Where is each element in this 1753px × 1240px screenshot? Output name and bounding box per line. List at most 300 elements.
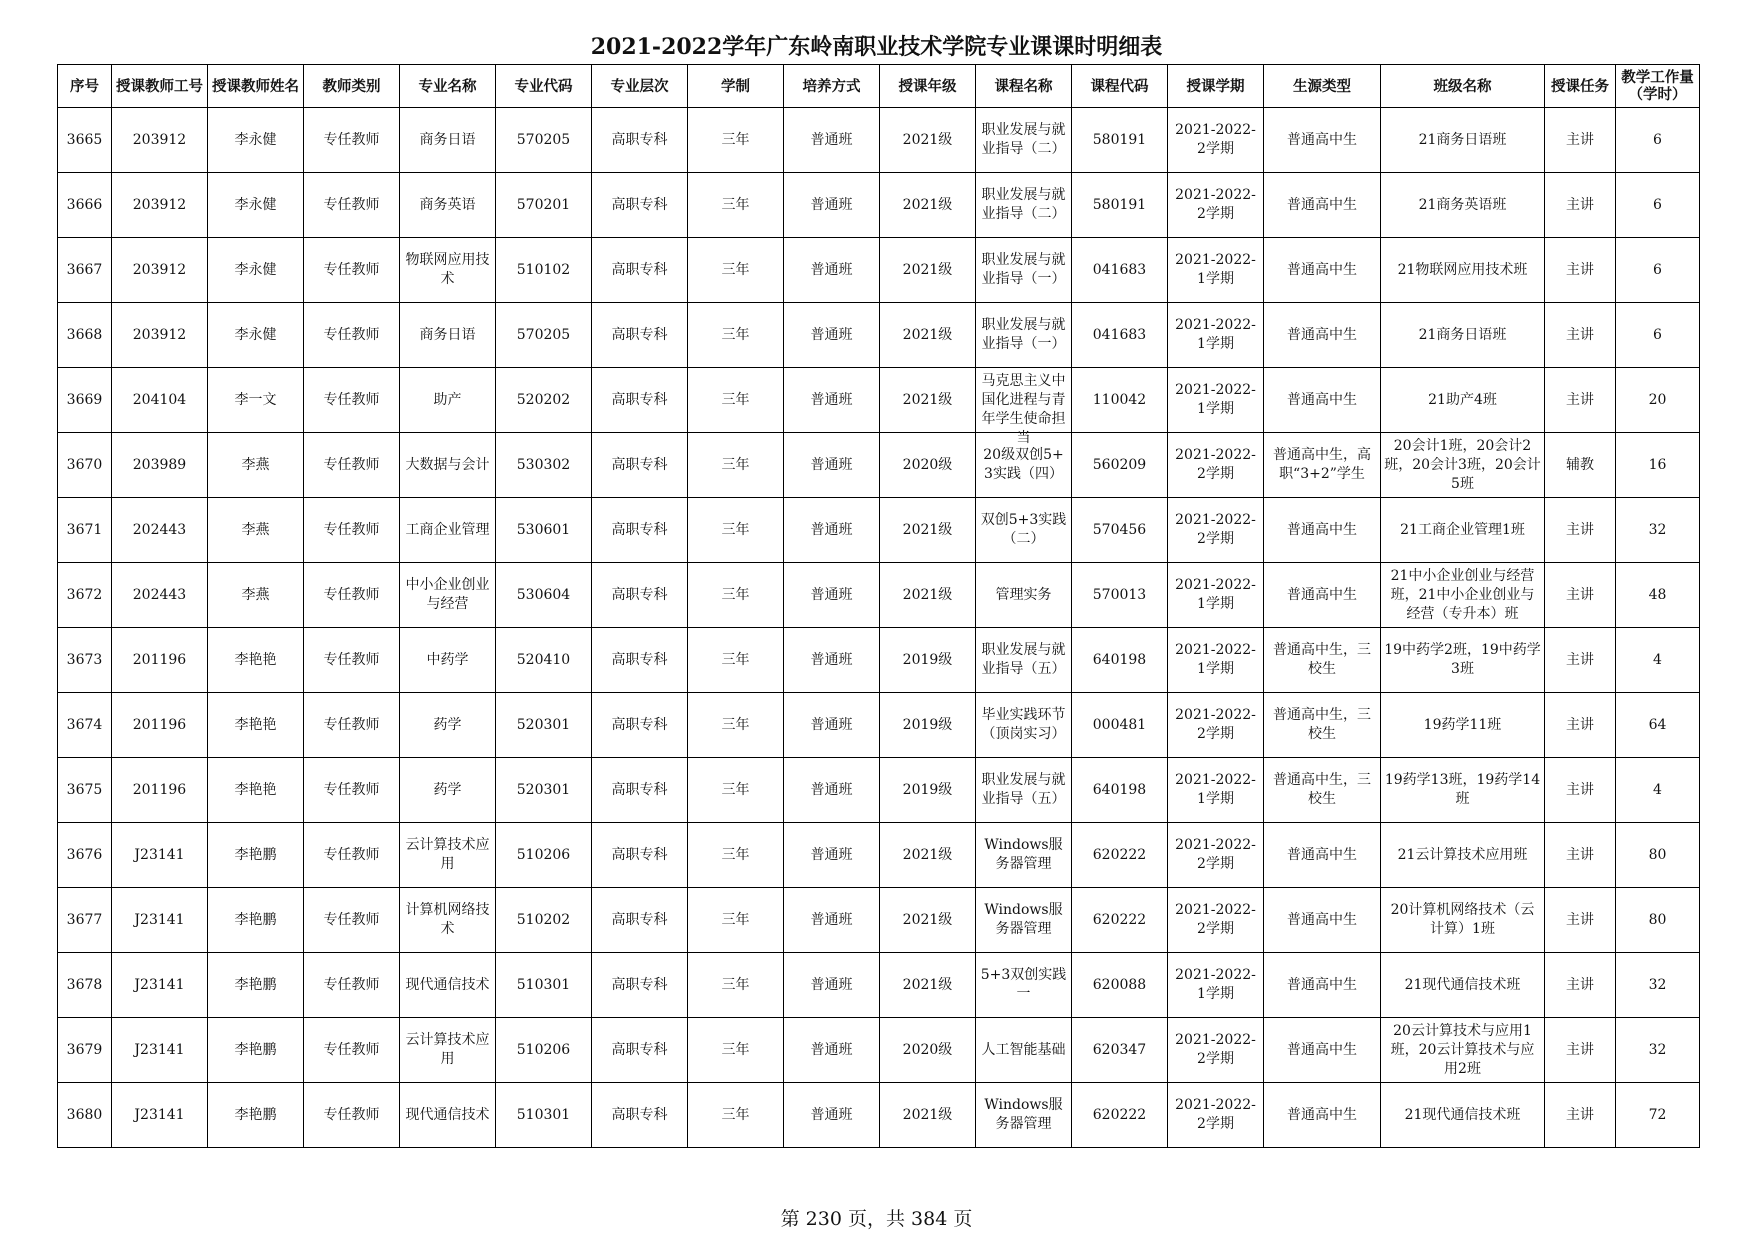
cell-text: 203912 [132, 196, 187, 213]
header-workload: 教学工作量（学时） [1616, 65, 1700, 108]
cell-text: 570205 [516, 131, 571, 148]
cell-teacher-name [208, 433, 304, 498]
cell-text: 三年 [721, 651, 750, 668]
cell-training-mode [784, 628, 880, 693]
cell-text: 李永健 [234, 196, 277, 213]
cell-course-name [976, 368, 1072, 446]
cell-text: 16 [1648, 456, 1667, 473]
cell-workload [1616, 563, 1700, 628]
cell-text: 职业发展与就业指导（二） [981, 187, 1066, 222]
cell-text: 高职专科 [611, 391, 668, 408]
cell-major-level [592, 498, 688, 563]
cell-text: 三年 [721, 586, 750, 603]
cell-text: 2021-2022-2学期 [1175, 1032, 1256, 1067]
cell-teacher-id [112, 173, 208, 238]
cell-text: 现代通信技术 [405, 976, 490, 993]
cell-text: 三年 [721, 261, 750, 278]
cell-text: 高职专科 [611, 261, 668, 278]
cell-duration [688, 693, 784, 758]
cell-text: 普通高中生 [1287, 521, 1357, 538]
cell-text: J23141 [134, 911, 185, 928]
cell-grade [880, 433, 976, 498]
cell-text: 普通高中生，三校生 [1273, 772, 1371, 807]
cell-text: 李艳鹏 [234, 976, 277, 993]
cell-course-name [976, 1018, 1072, 1083]
cell-workload [1616, 823, 1700, 888]
cell-grade [880, 238, 976, 303]
cell-text: 510206 [516, 846, 571, 863]
cell-text: 2021-2022-1学期 [1175, 642, 1256, 677]
cell-class-name [1381, 368, 1545, 433]
cell-task [1545, 498, 1616, 563]
cell-major-name [400, 1083, 496, 1148]
cell-student-source [1264, 368, 1381, 433]
cell-seq [58, 563, 112, 628]
table-row [58, 823, 1700, 888]
cell-semester [1168, 108, 1264, 173]
cell-text: 2021级 [902, 261, 953, 278]
cell-text: 专任教师 [323, 651, 380, 668]
cell-workload [1616, 433, 1700, 498]
cell-teacher-name [208, 173, 304, 238]
cell-text: 5+3双创实践一 [980, 967, 1067, 1002]
cell-text: 专任教师 [323, 716, 380, 733]
cell-text: 3665 [66, 131, 103, 148]
cell-text: 云计算技术应用 [405, 837, 490, 872]
cell-text: 2019级 [902, 716, 953, 733]
cell-text: 管理实务 [995, 586, 1052, 603]
cell-text: 普通高中生 [1287, 1106, 1357, 1123]
cell-text: 主讲 [1566, 326, 1594, 343]
cell-teacher-id [112, 758, 208, 823]
cell-teacher-type [304, 498, 400, 563]
cell-text: 普通高中生 [1287, 911, 1357, 928]
cell-task [1545, 238, 1616, 303]
cell-semester [1168, 238, 1264, 303]
cell-workload [1616, 1018, 1700, 1083]
cell-text: 202443 [132, 521, 187, 538]
cell-class-name [1381, 433, 1545, 498]
cell-text: 2021-2022-1学期 [1175, 252, 1256, 287]
header-major-code: 专业代码 [496, 65, 592, 108]
cell-text: 520301 [516, 781, 571, 798]
cell-text: 041683 [1092, 326, 1147, 343]
cell-teacher-name [208, 823, 304, 888]
cell-text: 职业发展与就业指导（一） [981, 317, 1066, 352]
cell-text: 专任教师 [323, 521, 380, 538]
cell-seq [58, 108, 112, 173]
cell-teacher-id [112, 303, 208, 368]
cell-text: 510202 [516, 911, 571, 928]
cell-text: 520202 [516, 391, 571, 408]
cell-class-name [1381, 628, 1545, 693]
cell-student-source [1264, 238, 1381, 303]
cell-task [1545, 433, 1616, 498]
cell-teacher-type [304, 758, 400, 823]
cell-course-name [976, 1083, 1072, 1148]
cell-text: 双创5+3实践（二） [980, 512, 1067, 547]
cell-teacher-name [208, 628, 304, 693]
cell-text: 2021-2022-2学期 [1175, 707, 1256, 742]
cell-text: 职业发展与就业指导（五） [981, 642, 1066, 677]
cell-text: 80 [1648, 846, 1667, 863]
cell-text: 普通班 [810, 131, 853, 148]
cell-text: 主讲 [1566, 846, 1594, 863]
cell-course-name [976, 823, 1072, 888]
cell-text: 000481 [1092, 716, 1147, 733]
cell-text: 580191 [1092, 131, 1147, 148]
cell-text: 21现代通信技术班 [1404, 976, 1521, 993]
cell-major-level [592, 108, 688, 173]
cell-major-name [400, 693, 496, 758]
cell-text: 专任教师 [323, 456, 380, 473]
cell-text: 李艳艳 [234, 781, 277, 798]
cell-text: 云计算技术应用 [405, 1032, 490, 1067]
cell-text: 3668 [66, 326, 103, 343]
cell-text: 20计算机网络技术（云计算）1班 [1390, 902, 1535, 937]
cell-text: 高职专科 [611, 456, 668, 473]
cell-seq [58, 758, 112, 823]
cell-text: 4 [1653, 781, 1662, 798]
cell-major-code [496, 108, 592, 173]
cell-text: 48 [1648, 586, 1667, 603]
cell-workload [1616, 953, 1700, 1018]
cell-text: 李艳艳 [234, 651, 277, 668]
cell-semester [1168, 368, 1264, 433]
table-body [58, 108, 1700, 1148]
cell-text: 主讲 [1566, 781, 1594, 798]
cell-teacher-id [112, 1083, 208, 1148]
cell-task [1545, 758, 1616, 823]
cell-course-code [1072, 173, 1168, 238]
cell-grade [880, 953, 976, 1018]
cell-text: 640198 [1092, 651, 1147, 668]
cell-teacher-id [112, 823, 208, 888]
cell-course-name [976, 108, 1072, 173]
cell-teacher-type [304, 1018, 400, 1083]
cell-course-code [1072, 368, 1168, 433]
table-row [58, 498, 1700, 563]
cell-workload [1616, 693, 1700, 758]
cell-text: 2021-2022-2学期 [1175, 447, 1256, 482]
cell-text: 专任教师 [323, 1106, 380, 1123]
cell-text: 520301 [516, 716, 571, 733]
cell-text: 3674 [66, 716, 103, 733]
cell-text: 2020级 [902, 456, 953, 473]
cell-major-code [496, 693, 592, 758]
cell-teacher-name [208, 693, 304, 758]
cell-class-name [1381, 693, 1545, 758]
cell-text: 三年 [721, 391, 750, 408]
cell-text: 20 [1648, 391, 1667, 408]
cell-text: 普通班 [810, 586, 853, 603]
cell-text: 570456 [1092, 521, 1147, 538]
cell-major-level [592, 888, 688, 953]
cell-teacher-name [208, 1083, 304, 1148]
cell-text: 普通班 [810, 456, 853, 473]
cell-text: 李艳鹏 [234, 1106, 277, 1123]
cell-workload [1616, 368, 1700, 433]
cell-major-code [496, 953, 592, 1018]
cell-text: 32 [1648, 976, 1667, 993]
cell-text: 80 [1648, 911, 1667, 928]
cell-text: 三年 [721, 781, 750, 798]
cell-teacher-name [208, 563, 304, 628]
header-major-name: 专业名称 [400, 65, 496, 108]
cell-duration [688, 498, 784, 563]
cell-text: 专任教师 [323, 846, 380, 863]
cell-text: 20级双创5+3实践（四） [983, 447, 1064, 482]
cell-teacher-type [304, 823, 400, 888]
cell-course-name [976, 303, 1072, 368]
cell-text: 李艳鹏 [234, 911, 277, 928]
cell-text: 中药学 [426, 651, 469, 668]
cell-text: 普通班 [810, 391, 853, 408]
cell-text: 高职专科 [611, 976, 668, 993]
cell-text: 21工商企业管理1班 [1400, 521, 1525, 538]
cell-major-name [400, 758, 496, 823]
cell-text: 普通班 [810, 911, 853, 928]
cell-text: 510301 [516, 1106, 571, 1123]
cell-text: 主讲 [1566, 521, 1594, 538]
cell-text: 2021-2022-1学期 [1175, 772, 1256, 807]
table-header-row [58, 65, 1700, 108]
cell-text: 三年 [721, 521, 750, 538]
cell-text: 2021-2022-2学期 [1175, 122, 1256, 157]
cell-course-name [976, 693, 1072, 758]
cell-text: 21助产4班 [1428, 391, 1497, 408]
table-row [58, 693, 1700, 758]
cell-major-code [496, 1018, 592, 1083]
cell-text: 药学 [433, 781, 462, 798]
cell-text: 三年 [721, 1041, 750, 1058]
cell-text: 2021-2022-2学期 [1175, 902, 1256, 937]
cell-semester [1168, 303, 1264, 368]
cell-training-mode [784, 1083, 880, 1148]
table-row [58, 628, 1700, 693]
cell-teacher-id [112, 498, 208, 563]
cell-text: 6 [1653, 131, 1662, 148]
cell-text: 普通班 [810, 326, 853, 343]
cell-semester [1168, 758, 1264, 823]
cell-text: 2021级 [902, 131, 953, 148]
cell-class-name [1381, 758, 1545, 823]
cell-task [1545, 693, 1616, 758]
cell-semester [1168, 628, 1264, 693]
cell-semester [1168, 173, 1264, 238]
cell-workload [1616, 758, 1700, 823]
cell-course-code [1072, 1018, 1168, 1083]
cell-text: 李艳艳 [234, 716, 277, 733]
cell-text: 2021级 [902, 586, 953, 603]
header-student-source: 生源类型 [1264, 65, 1381, 108]
cell-text: 2019级 [902, 651, 953, 668]
cell-text: 普通高中生 [1287, 326, 1357, 343]
cell-class-name [1381, 823, 1545, 888]
cell-grade [880, 758, 976, 823]
cell-text: 李一文 [234, 391, 277, 408]
cell-major-level [592, 563, 688, 628]
cell-text: 李燕 [241, 521, 270, 538]
cell-major-name [400, 823, 496, 888]
cell-grade [880, 1018, 976, 1083]
cell-training-mode [784, 953, 880, 1018]
cell-major-level [592, 1018, 688, 1083]
cell-text: 32 [1648, 521, 1667, 538]
cell-text: 64 [1648, 716, 1667, 733]
cell-major-name [400, 1018, 496, 1083]
cell-course-code [1072, 1083, 1168, 1148]
cell-grade [880, 1083, 976, 1148]
cell-text: 李燕 [241, 586, 270, 603]
cell-grade [880, 173, 976, 238]
table-row [58, 563, 1700, 628]
cell-text: 物联网应用技术 [405, 252, 490, 287]
cell-training-mode [784, 823, 880, 888]
cell-text: 21商务日语班 [1418, 326, 1507, 343]
cell-text: 570205 [516, 326, 571, 343]
cell-text: 专任教师 [323, 781, 380, 798]
cell-text: 21现代通信技术班 [1404, 1106, 1521, 1123]
cell-text: 普通班 [810, 1106, 853, 1123]
table-row [58, 888, 1700, 953]
cell-semester [1168, 498, 1264, 563]
cell-text: 620347 [1092, 1041, 1147, 1058]
cell-class-name [1381, 303, 1545, 368]
header-duration: 学制 [688, 65, 784, 108]
cell-text: 3667 [66, 261, 103, 278]
cell-training-mode [784, 563, 880, 628]
cell-text: 普通班 [810, 781, 853, 798]
cell-text: 高职专科 [611, 846, 668, 863]
cell-teacher-type [304, 563, 400, 628]
cell-text: 620222 [1092, 1106, 1147, 1123]
cell-task [1545, 368, 1616, 433]
cell-student-source [1264, 303, 1381, 368]
cell-student-source [1264, 693, 1381, 758]
cell-student-source [1264, 758, 1381, 823]
cell-text: 520410 [516, 651, 571, 668]
cell-text: 职业发展与就业指导（二） [981, 122, 1066, 157]
cell-teacher-name [208, 953, 304, 1018]
cell-text: 李永健 [234, 131, 277, 148]
cell-task [1545, 888, 1616, 953]
cell-text: 2021级 [902, 911, 953, 928]
cell-seq [58, 1018, 112, 1083]
cell-text: 三年 [721, 1106, 750, 1123]
cell-text: 辅教 [1566, 456, 1594, 473]
cell-class-name [1381, 1018, 1545, 1083]
cell-major-code [496, 433, 592, 498]
cell-workload [1616, 108, 1700, 173]
cell-text: 主讲 [1566, 586, 1594, 603]
cell-grade [880, 628, 976, 693]
cell-course-name [976, 498, 1072, 563]
cell-major-level [592, 433, 688, 498]
cell-course-name [976, 628, 1072, 693]
cell-teacher-name [208, 303, 304, 368]
cell-text: J23141 [134, 1106, 185, 1123]
cell-text: 20云计算技术与应用1班，20云计算技术与应用2班 [1390, 1022, 1535, 1077]
cell-text: 204104 [132, 391, 187, 408]
cell-text: 李燕 [241, 456, 270, 473]
cell-text: 工商企业管理 [405, 521, 490, 538]
cell-training-mode [784, 108, 880, 173]
cell-teacher-id [112, 953, 208, 1018]
cell-major-name [400, 498, 496, 563]
cell-duration [688, 108, 784, 173]
cell-teacher-type [304, 1083, 400, 1148]
cell-duration [688, 1018, 784, 1083]
cell-duration [688, 1083, 784, 1148]
cell-duration [688, 368, 784, 433]
cell-text: 专任教师 [323, 976, 380, 993]
cell-grade [880, 888, 976, 953]
cell-text: 专任教师 [323, 911, 380, 928]
cell-teacher-id [112, 433, 208, 498]
cell-class-name [1381, 108, 1545, 173]
header-task: 授课任务 [1545, 65, 1616, 108]
cell-text: 2021级 [902, 196, 953, 213]
cell-text: 21商务英语班 [1418, 196, 1507, 213]
cell-text: 203989 [132, 456, 187, 473]
cell-text: 普通高中生 [1287, 196, 1357, 213]
cell-semester [1168, 888, 1264, 953]
cell-text: 三年 [721, 846, 750, 863]
cell-major-code [496, 563, 592, 628]
cell-grade [880, 563, 976, 628]
cell-course-code [1072, 693, 1168, 758]
cell-student-source [1264, 1083, 1381, 1148]
cell-text: 毕业实践环节（顶岗实习） [981, 707, 1066, 742]
cell-text: 高职专科 [611, 586, 668, 603]
cell-seq [58, 173, 112, 238]
cell-text: 620088 [1092, 976, 1147, 993]
cell-major-name [400, 108, 496, 173]
cell-text: 三年 [721, 196, 750, 213]
table-row [58, 433, 1700, 498]
cell-text: 3677 [66, 911, 103, 928]
cell-course-code [1072, 498, 1168, 563]
cell-text: 2019级 [902, 781, 953, 798]
cell-teacher-name [208, 368, 304, 433]
cell-task [1545, 1018, 1616, 1083]
cell-text: 2021-2022-1学期 [1175, 317, 1256, 352]
cell-class-name [1381, 498, 1545, 563]
cell-text: 570013 [1092, 586, 1147, 603]
cell-text: 6 [1653, 261, 1662, 278]
cell-training-mode [784, 303, 880, 368]
cell-workload [1616, 498, 1700, 563]
cell-text: 人工智能基础 [981, 1041, 1066, 1058]
cell-duration [688, 953, 784, 1018]
cell-training-mode [784, 433, 880, 498]
cell-seq [58, 823, 112, 888]
cell-text: 21物联网应用技术班 [1397, 261, 1528, 278]
cell-text: Windows服务器管理 [984, 837, 1063, 872]
cell-text: 560209 [1092, 456, 1147, 473]
cell-major-code [496, 303, 592, 368]
cell-task [1545, 563, 1616, 628]
cell-major-level [592, 823, 688, 888]
cell-text: 高职专科 [611, 716, 668, 733]
cell-course-code [1072, 953, 1168, 1018]
cell-training-mode [784, 368, 880, 433]
cell-teacher-type [304, 693, 400, 758]
cell-course-code [1072, 758, 1168, 823]
cell-seq [58, 693, 112, 758]
cell-text: 三年 [721, 131, 750, 148]
